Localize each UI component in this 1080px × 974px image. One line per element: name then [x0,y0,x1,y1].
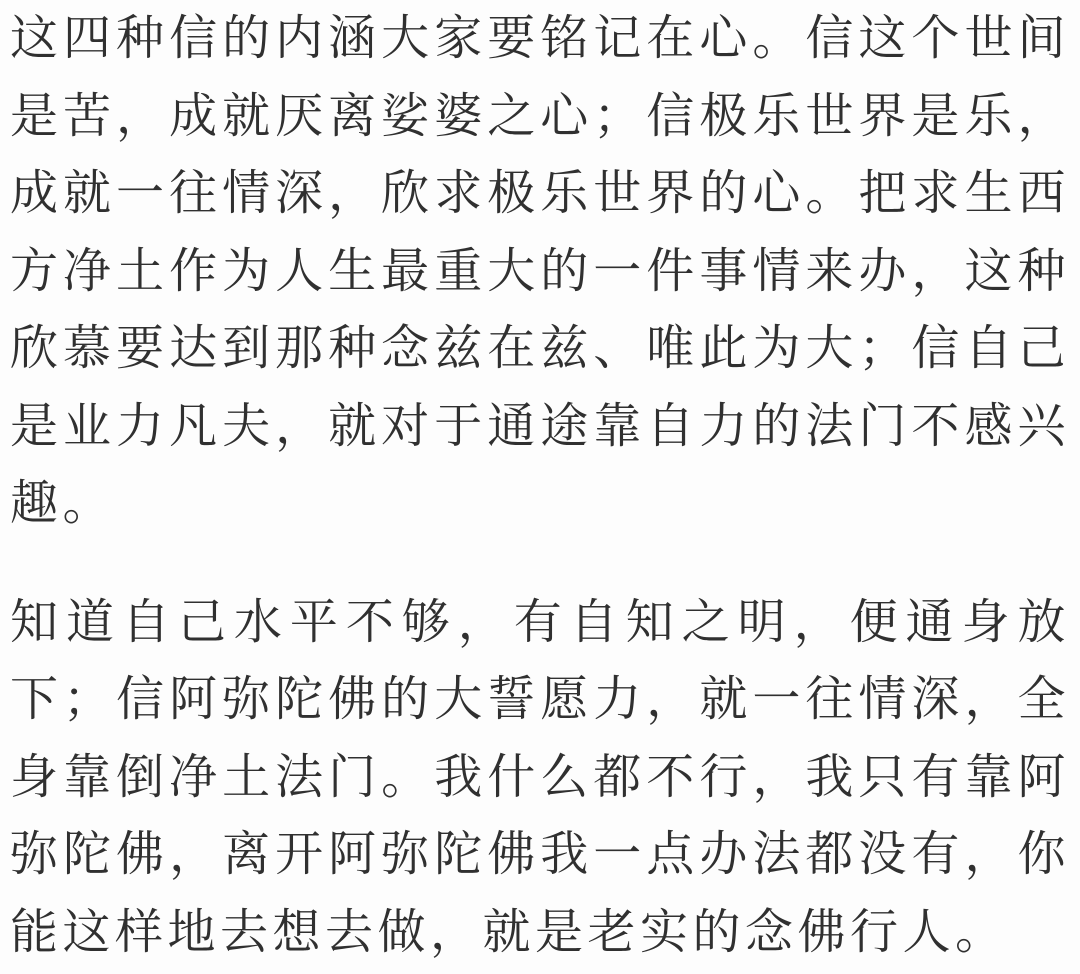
paragraph-2: 知道自己水平不够，有自知之明，便通身放下；信阿弥陀佛的大誓愿力，就一往情深，全身靠倒净土法门。我什么都不行，我只有靠阿弥陀佛，离开阿弥陀佛我一点办法都没有，你能这样地去想去做，就是老实的念佛行人。 [10,595,1070,959]
paragraph-1: 这四种信的内涵大家要铭记在心。信这个世间是苦，成就厌离娑婆之心；信极乐世界是乐，成就一往情深，欣求极乐世界的心。把求生西方净土作为人生最重大的一件事情来办，这种欣慕要达到那种念兹在兹、唯此为大；信自己是业力凡夫，就对于通途靠自力的法门不感兴趣。 [10,12,1070,530]
